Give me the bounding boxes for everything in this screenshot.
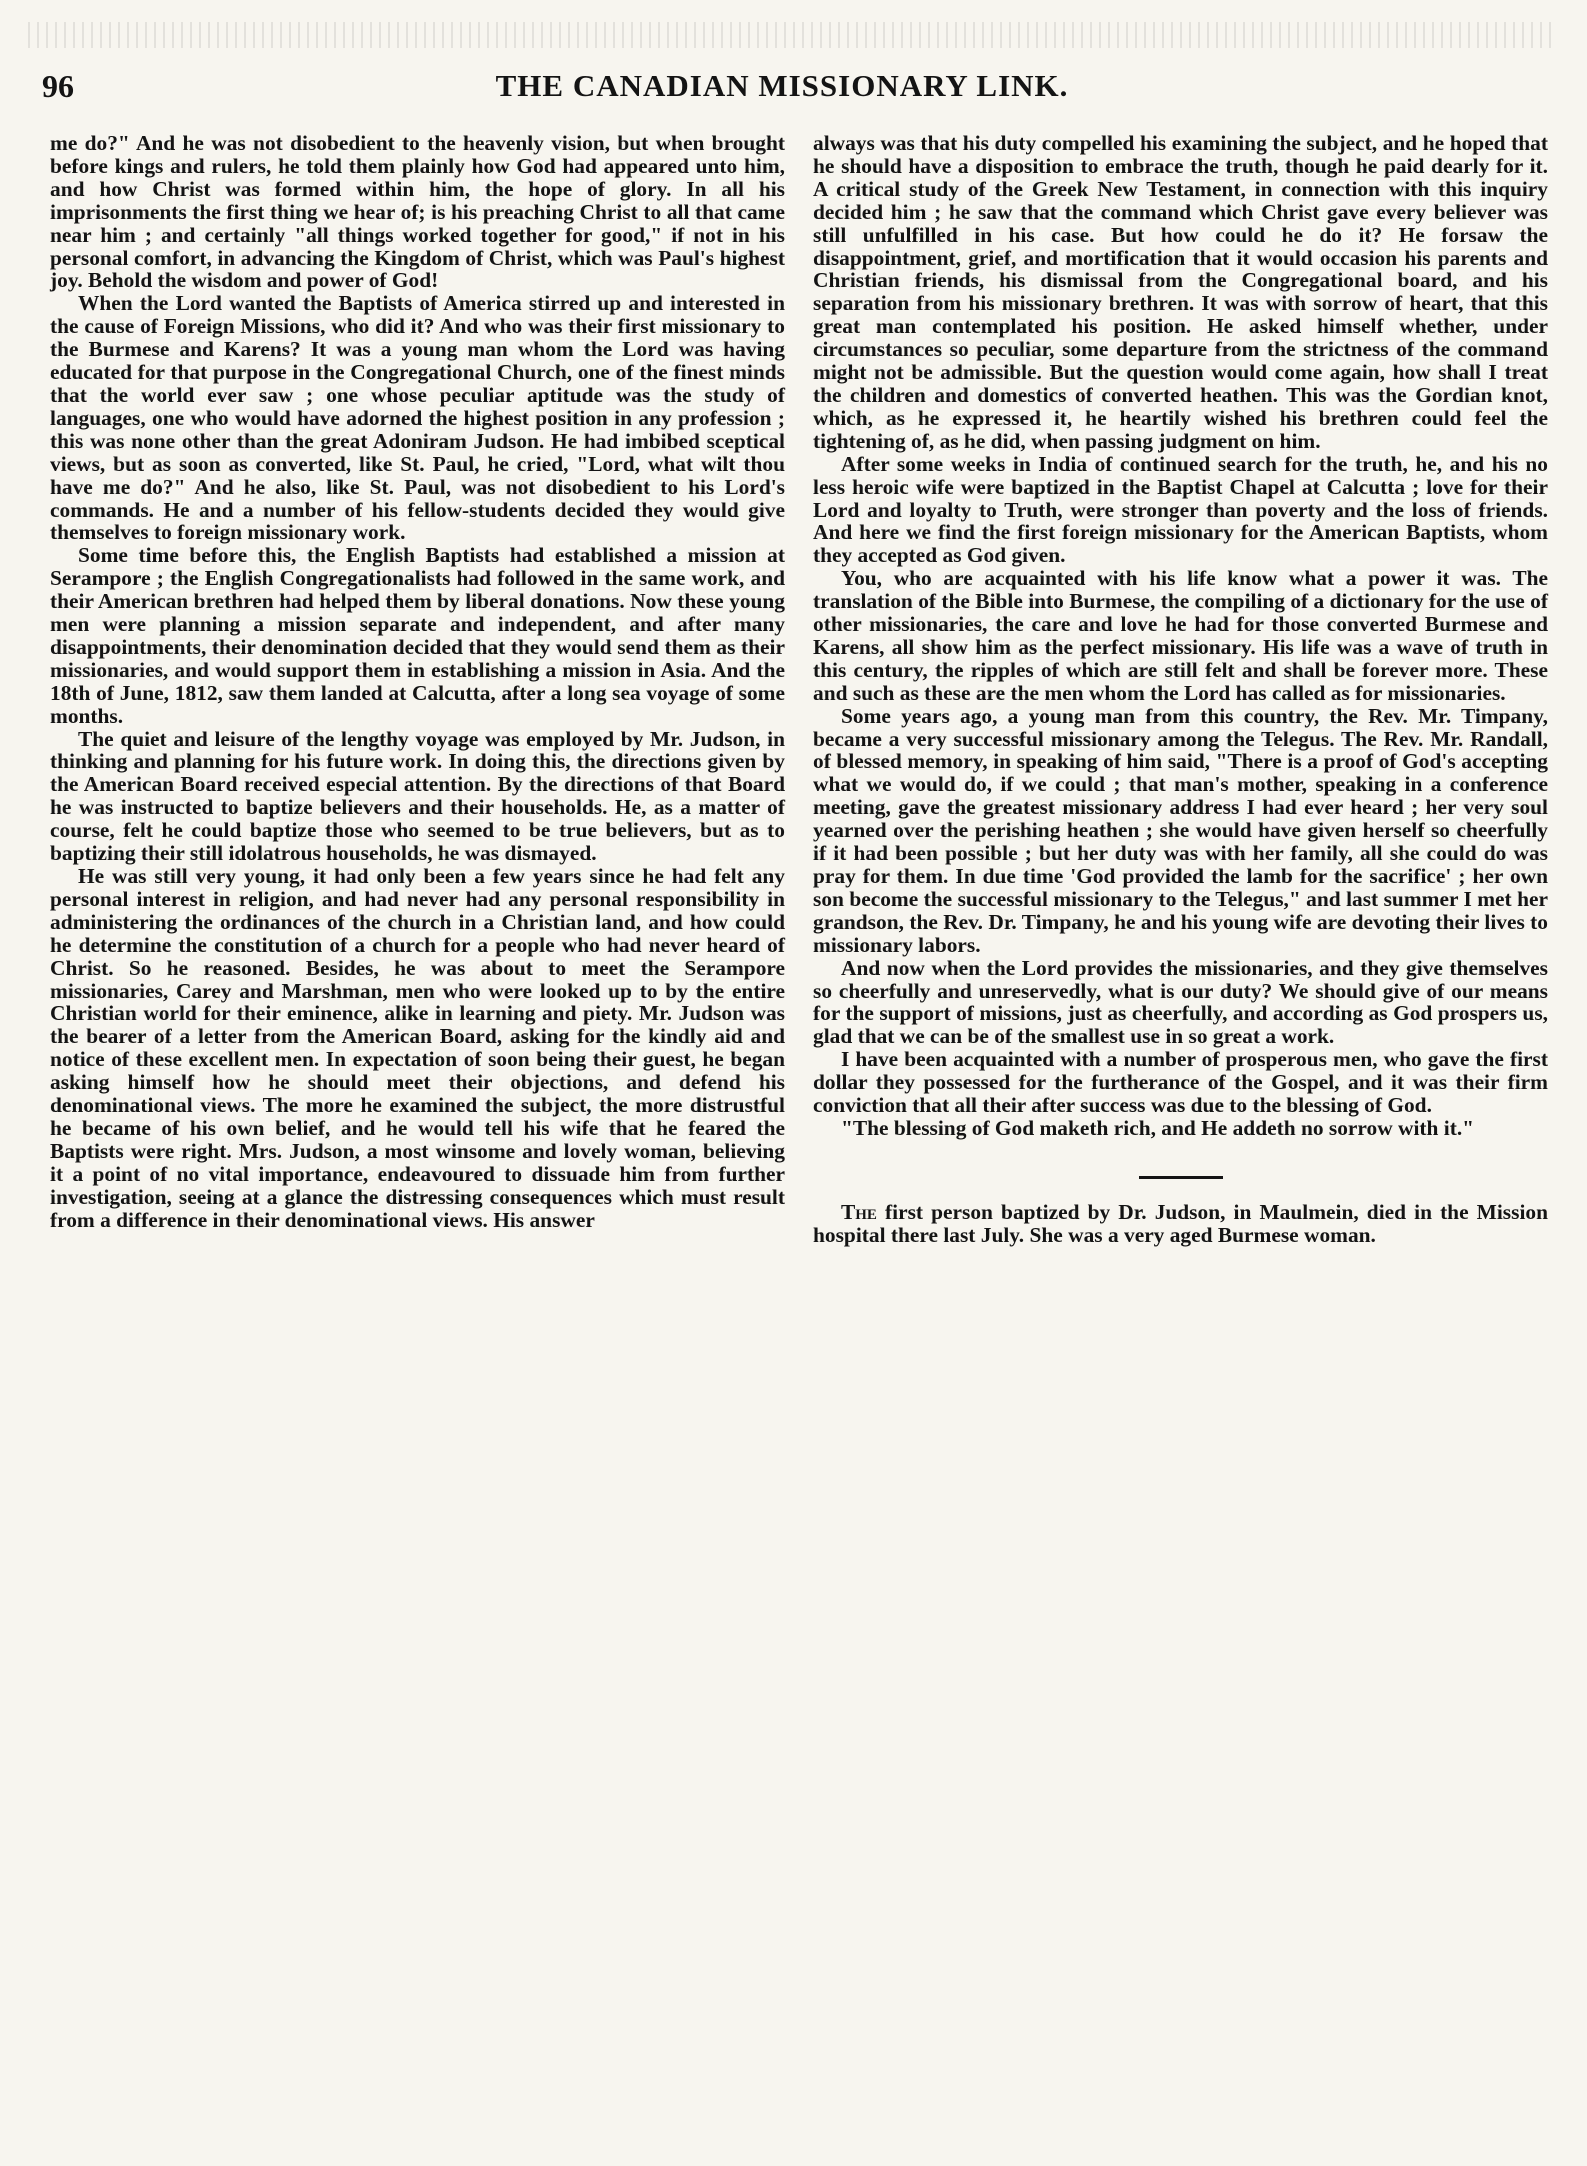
left-column: [50, 132, 785, 1232]
paragraph: When the Lord wanted the Baptists of America stirred up and interested in the cause of Foreign Missions, who did it? And who was their first missionary to the Burmese and Karens? It was a young man whom the Lord was having educated for that purpose in the Congregational Church, one of the finest minds that the world ever saw ; one whose peculiar aptitude was the study of languages, one who would have adorned the highest position in any profession ; this was none other than the great Adoniram Judson. He had imbibed sceptical views, but as soon as converted, like St. Paul, he cried, "Lord, what wilt thou have me do?" And he also, like St. Paul, was not disobedient to his Lord's commands. He and a number of his fellow-students decided they would give themselves to foreign missionary work.: [50, 291, 785, 545]
paragraph: Some time before this, the English Baptists had established a mission at Serampore ; the English Congregationalists had followed in the same work, and their American brethren had helped them by liberal donations. Now these young men were planning a mission separate and independent, and after many disappointments, their denomination decided that they would send them as their missionaries, and would support them in establishing a mission in Asia. And the 18th of June, 1812, saw them landed at Calcutta, after a long sea voyage of some months.: [50, 543, 785, 728]
news-note-lead: The: [841, 1199, 877, 1224]
paragraph: After some weeks in India of continued search for the truth, he, and his no less heroic wife were baptized in the Baptist Chapel at Calcutta ; love for their Lord and loyalty to Truth, were stronger than poverty and the loss of friends. And here we find the first foreign missionary for the American Baptists, whom they accepted as God given.: [813, 451, 1548, 568]
paragraph: And now when the Lord provides the missionaries, and they give themselves so cheerfully and unreservedly, what is our duty? We should give of our means for the support of missions, just as cheerfully, and according as God prospers us, glad that we can be of the smallest use in so great a work.: [813, 955, 1548, 1049]
paragraph: Some years ago, a young man from this country, the Rev. Mr. Timpany, became a very successful missionary among the Telegus. The Rev. Mr. Randall, of blessed memory, in speaking of him said, "There is a proof of God's accepting what we would do, if we could ; that man's mother, speaking in a conference meeting, gave the greatest missionary address I had ever heard ; her very soul yearned over the perishing heathen ; she would have given herself so cheerfully if it had been possible ; but her duty was with her family, all she could do was pray for them. In due time 'God provided the lamb for the sacrifice' ; her own son become the successful missionary to the Telegus," and last summer I met her grandson, the Rev. Dr. Timpany, he and his young wife are devoting their lives to missionary labors.: [813, 703, 1548, 957]
news-note-body: first person baptized by Dr. Judson, in Maulmein, died in the Mission hospital there last July. She was a very aged Burmese woman.: [813, 1199, 1548, 1247]
paragraph: always was that his duty compelled his examining the subject, and he hoped that he should have a disposition to embrace the truth, though he paid dearly for it. A critical study of the Greek New Testament, in connection with this inquiry decided him ; he saw that the command which Christ gave every believer was still unfulfilled in his case. But how could he do it? He forsaw the disappointment, grief, and mortification that it would occasion his parents and Christian friends, his dismissal from the Congregational board, and his separation from his missionary brethren. It was with sorrow of heart, that this great man contemplated his position. He asked himself whether, under circumstances so peculiar, some departure from the strictness of the command might not be admissible. But the question would come again, how shall I treat the children and domestics of converted heathen. This was the Gordian knot, which, as he expressed it, he heartily wished his brethren could feel the tightening of, as he did, when passing judgment on him.: [813, 131, 1548, 453]
page-header: [42, 68, 1522, 116]
right-column: [813, 132, 1548, 1247]
paragraph: I have been acquainted with a number of prosperous men, who gave the first dollar they possessed for the furtherance of the Gospel, and it was their firm conviction that all their after success was due to the blessing of God.: [813, 1047, 1548, 1118]
news-note: [813, 1201, 1548, 1247]
paragraph: You, who are acquainted with his life know what a power it was. The translation of the Bible into Burmese, the compiling of a dictionary for the use of other missionaries, the care and love he had for those converted Burmese and Karens, all show him as the perfect missionary. His life was a wave of truth in this century, the ripples of which are still felt and shall be forever more. These and such as these are the men whom the Lord has called as for missionaries.: [813, 566, 1548, 705]
section-divider: [1139, 1176, 1223, 1179]
paragraph: He was still very young, it had only been a few years since he had felt any personal interest in religion, and had never had any personal responsibility in administering the ordinances of the church in a Christian land, and how could he determine the constitution of a church for a people who had never heard of Christ. So he reasoned. Besides, he was about to meet the Serampore missionaries, Carey and Marshman, men who were looked up to by the entire Christian world for their eminence, alike in learning and piety. Mr. Judson was the bearer of a letter from the American Board, asking for the kindly aid and notice of these excellent men. In expectation of soon being their guest, he began asking himself how he should meet their objections, and defend his denominational views. The more he examined the subject, the more distrustful he became of his own belief, and he would tell his wife that he feared the Baptists were right. Mrs. Judson, a most winsome and lovely woman, believing it a point of no vital importance, endeavoured to dissuade him from further investigation, seeing at a glance the distressing consequences which must result from a difference in their denominational views. His answer: [50, 864, 785, 1232]
paragraph: me do?" And he was not disobedient to the heavenly vision, but when brought before kings and rulers, he told them plainly how God had appeared unto him, and how Christ was formed within him, the hope of glory. In all his imprisonments the first thing we hear of; is his preaching Christ to all that came near him ; and certainly "all things worked together for good," if not in his personal comfort, in advancing the Kingdom of Christ, which was Paul's highest joy. Behold the wisdom and power of God!: [50, 131, 785, 293]
paragraph: "The blessing of God maketh rich, and He addeth no sorrow with it.": [841, 1115, 1475, 1140]
scan-noise: [28, 22, 1558, 48]
page-number: 96: [42, 68, 74, 104]
news-note-text: [813, 1201, 1548, 1247]
running-title: THE CANADIAN MISSIONARY LINK.: [495, 68, 1069, 103]
paragraph: The quiet and leisure of the lengthy voyage was employed by Mr. Judson, in thinking and planning for his future work. In doing this, the directions given by the American Board received especial attention. By the directions of that Board he was instructed to baptize believers and their households. He, as a matter of course, felt he could baptize those who seemed to be true believers, but as to baptizing their still idolatrous households, he was dismayed.: [50, 726, 785, 866]
